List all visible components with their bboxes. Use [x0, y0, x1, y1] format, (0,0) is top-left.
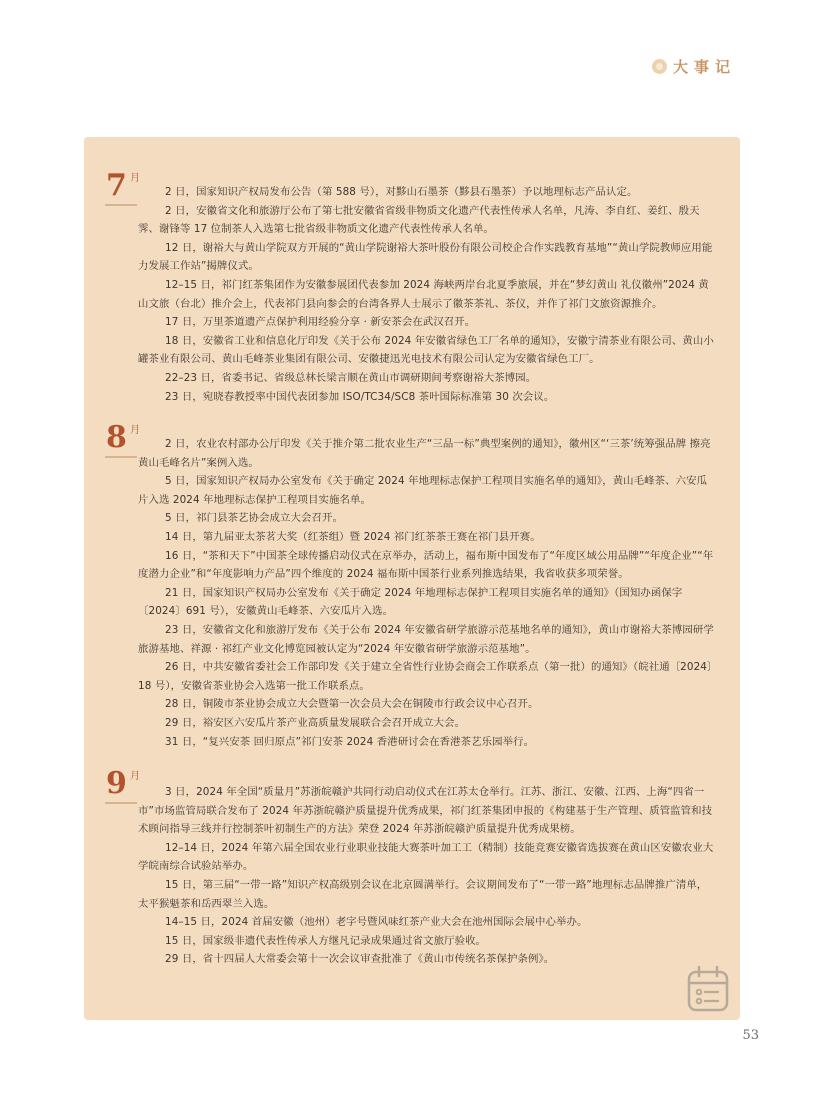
month-number: 7	[106, 168, 127, 203]
event-entry: 14–15 日，2024 首届安徽（池州）老字号暨风味红茶产业大会在池州国际会展中心举办。	[165, 916, 588, 929]
event-entry: 15 日，国家级非遗代表性传承人方继凡记录成果通过省文旅厅验收。	[165, 934, 487, 947]
event-entry: 22–23 日，省委书记、省级总林长梁言顺在黄山市调研期间考察谢裕大茶博园。	[165, 371, 537, 384]
header-ornament-icon	[652, 59, 667, 74]
month-label-september	[106, 766, 140, 801]
month-number: 9	[106, 766, 127, 801]
event-entry: 5 日，祁门县茶艺协会成立大会召开。	[165, 512, 343, 525]
event-entry: 14 日，第九届亚太茶茗大奖（红茶组）暨 2024 祁门红茶茶王赛在祁门县开赛。	[165, 530, 541, 543]
month-suffix: 月	[130, 425, 140, 436]
event-entry: 29 日，省十四届人大常委会第十一次会议审查批准了《黄山市传统名茶保护条例》。	[165, 953, 555, 966]
event-entry: 23 日，宛晓春教授率中国代表团参加 ISO/TC34/SC8 茶叶国际标准第 30 次会议。	[165, 390, 555, 403]
month-underline	[105, 802, 137, 804]
month-suffix: 月	[130, 771, 140, 782]
event-entry: 2 日，国家知识产权局发布公告（第 588 号），对黟山石墨茶（黟县石墨茶）予以地理标志产品认定。	[165, 186, 638, 198]
page-number: 53	[742, 1028, 759, 1043]
calendar-icon	[686, 965, 730, 1013]
event-entry: 26 日，中共安徽省委社会工作部印发《关于建立全省性行业协会商会工作联系点（第一批）的通知》（皖社通〔2024〕18 号），安徽省茶业协会入选第一批工作联系点。	[138, 661, 713, 692]
chapter-header	[652, 56, 736, 77]
month-label-july	[106, 168, 140, 203]
content-panel	[84, 137, 740, 1020]
event-entry: 17 日，万里茶道遗产点保护利用经验分享 · 新安茶会在武汉召开。	[165, 316, 476, 329]
month-entries-july	[138, 183, 716, 406]
month-suffix: 月	[130, 173, 140, 184]
event-entry: 29 日，裕安区六安瓜片茶产业高质量发展联合会召开成立大会。	[165, 716, 466, 729]
event-entry: 12–14 日，2024 年第六届全国农业行业职业技能大赛茶叶加工工（精制）技能竞赛安徽省选拔赛在黄山区安徽农业大学皖南综合试验站举办。	[138, 841, 714, 873]
month-entries-august	[138, 435, 716, 751]
event-entry: 18 日，安徽省工业和信息化厅印发《关于公布 2024 年安徽省绿色工厂名单的通知》，安徽宁清茶业有限公司、黄山小罐茶业有限公司、黄山毛峰茶业集团有限公司、安徽捷迅光电技术有限公司认定为安徽省绿色工厂。	[138, 334, 714, 366]
event-entry: 28 日，铜陵市茶业协会成立大会暨第一次会员大会在铜陵市行政会议中心召开。	[165, 698, 539, 711]
event-entry: 3 日，2024 年全国“质量月”苏浙皖赣沪共同行动启动仪式在江苏太仓举行。江苏、浙江、安徽、江西、上海“四省一市”市场监管局联合发布了 2024 年苏浙皖赣沪质量提升优秀成果，祁门红茶集团申报的《构建基于生产管理、质管监管和技术顾问指导三线并行控制茶叶初制生产的方法》荣登 2024 年苏浙皖赣沪质量提升优秀成果榜。	[138, 786, 713, 836]
event-entry: 21 日，国家知识产权局办公室发布《关于确定 2024 年地理标志保护工程项目实施名单的通知》（国知办函保字〔2024〕691 号），安徽黄山毛峰茶、六安瓜片入选。	[138, 586, 683, 618]
event-entry: 23 日，安徽省文化和旅游厅发布《关于公布 2024 年安徽省研学旅游示范基地名单的通知》，黄山市谢裕大茶博园研学旅游基地、祥源 · 祁红产业文化博览园被认定为“2024 年安徽省研学旅游示范基地”。	[138, 623, 714, 655]
event-entry: 16 日，“茶和天下”中国茶全球传播启动仪式在京举办，活动上，福布斯中国发布了“年度区域公用品牌”“年度企业”“年度潜力企业”和“年度影响力产品”四个维度的 2024 福布斯中国茶行业系列推选结果，我省收获多项荣誉。	[138, 549, 714, 581]
chapter-title: 大事记	[672, 58, 736, 76]
month-underline	[105, 204, 137, 206]
event-entry: 12 日，谢裕大与黄山学院双方开展的“黄山学院谢裕大茶叶股份有限公司校企合作实践教育基地”“黄山学院教师应用能力发展工作站”揭牌仪式。	[138, 241, 713, 273]
event-entry: 5 日，国家知识产权局办公室发布《关于确定 2024 年地理标志保护工程项目实施名单的通知》，黄山毛峰茶、六安瓜片入选 2024 年地理标志保护工程项目实施名单。	[138, 475, 708, 506]
event-entry: 12–15 日，祁门红茶集团作为安徽参展团代表参加 2024 海峡两岸台北夏季旅展，并在“梦幻黄山 礼仪徽州”2024 黄山文旅（台北）推介会上，代表祁门县向参会的台湾各界人士展示了徽茶茶礼、茶仪，并作了祁门文旅资源推介。	[138, 278, 709, 310]
month-number: 8	[106, 420, 127, 455]
event-entry: 2 日，农业农村部办公厅印发《关于推介第二批农业生产“三品一标”典型案例的通知》，徽州区“‘三茶’统筹强品牌 擦亮黄山毛峰名片”案例入选。	[138, 438, 711, 469]
event-entry: 31 日，“复兴安茶 回归原点”祁门安茶 2024 香港研讨会在香港茶艺乐园举行。	[165, 735, 535, 748]
month-underline	[105, 456, 137, 458]
month-label-august	[106, 420, 140, 455]
event-entry: 15 日，第三届“一带一路”知识产权高级别会议在北京圆满举行。会议期间发布了“一带一路”地理标志品牌推广清单，太平猴魁茶和岳西翠兰入选。	[138, 878, 708, 910]
event-entry: 2 日，安徽省文化和旅游厅公布了第七批安徽省省级非物质文化遗产代表性传承人名单，凡涛、李自红、姜红、殷天霁、谢锋等 17 位制茶人入选第七批省级非物质文化遗产代表性传承人名单。	[138, 204, 700, 236]
month-entries-september	[138, 783, 716, 969]
